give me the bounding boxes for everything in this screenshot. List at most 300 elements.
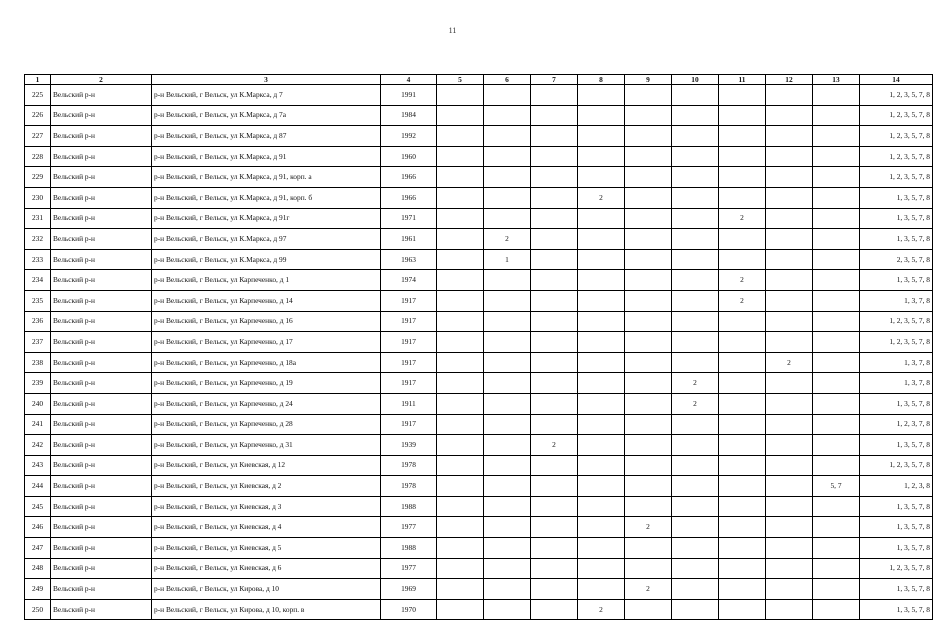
- table-row: [25, 167, 933, 188]
- column-header-10: 10: [672, 75, 719, 85]
- year-cell: 1978: [381, 476, 437, 497]
- col10-cell: [672, 249, 719, 270]
- row-number-cell: 227: [25, 126, 51, 147]
- district-cell: Вельский р-н: [51, 496, 152, 517]
- col10-cell: [672, 352, 719, 373]
- col8-cell: [578, 105, 625, 126]
- table-header-row: [25, 75, 933, 85]
- col14-cell: 1, 2, 3, 5, 7, 8: [860, 167, 933, 188]
- table-row: [25, 476, 933, 497]
- col13-cell: [813, 249, 860, 270]
- col7-cell: [531, 85, 578, 106]
- column-header-8: 8: [578, 75, 625, 85]
- col8-cell: 2: [578, 599, 625, 620]
- year-cell: 1917: [381, 332, 437, 353]
- col7-cell: [531, 476, 578, 497]
- col12-cell: [766, 105, 813, 126]
- address-cell: р-н Вельский, г Вельск, ул К.Маркса, д 91: [152, 146, 381, 167]
- row-number-cell: 230: [25, 187, 51, 208]
- address-cell: р-н Вельский, г Вельск, ул К.Маркса, д 91, корп. а: [152, 167, 381, 188]
- col12-cell: [766, 579, 813, 600]
- row-number-cell: 238: [25, 352, 51, 373]
- col6-cell: [484, 517, 531, 538]
- col12-cell: 2: [766, 352, 813, 373]
- col14-cell: 1, 3, 5, 7, 8: [860, 208, 933, 229]
- col11-cell: [719, 352, 766, 373]
- col13-cell: [813, 558, 860, 579]
- column-header-6: 6: [484, 75, 531, 85]
- table-row: [25, 393, 933, 414]
- district-cell: Вельский р-н: [51, 105, 152, 126]
- address-cell: р-н Вельский, г Вельск, ул Кирова, д 10, корп. в: [152, 599, 381, 620]
- col9-cell: [625, 187, 672, 208]
- col6-cell: 2: [484, 229, 531, 250]
- col7-cell: [531, 270, 578, 291]
- row-number-cell: 240: [25, 393, 51, 414]
- col10-cell: [672, 187, 719, 208]
- col10-cell: [672, 126, 719, 147]
- district-cell: Вельский р-н: [51, 352, 152, 373]
- col7-cell: [531, 393, 578, 414]
- col13-cell: [813, 579, 860, 600]
- col10-cell: [672, 332, 719, 353]
- row-number-cell: 244: [25, 476, 51, 497]
- col10-cell: [672, 579, 719, 600]
- col6-cell: [484, 85, 531, 106]
- col5-cell: [437, 146, 484, 167]
- district-cell: Вельский р-н: [51, 126, 152, 147]
- year-cell: 1969: [381, 579, 437, 600]
- address-cell: р-н Вельский, г Вельск, ул К.Маркса, д 91г: [152, 208, 381, 229]
- col7-cell: [531, 579, 578, 600]
- col12-cell: [766, 126, 813, 147]
- col6-cell: [484, 187, 531, 208]
- col6-cell: [484, 146, 531, 167]
- col9-cell: [625, 538, 672, 559]
- col11-cell: [719, 393, 766, 414]
- col6-cell: [484, 167, 531, 188]
- table-row: [25, 414, 933, 435]
- col14-cell: 1, 3, 5, 7, 8: [860, 599, 933, 620]
- col8-cell: [578, 290, 625, 311]
- district-cell: Вельский р-н: [51, 558, 152, 579]
- row-number-cell: 245: [25, 496, 51, 517]
- table-row: [25, 496, 933, 517]
- year-cell: 1992: [381, 126, 437, 147]
- col5-cell: [437, 538, 484, 559]
- col7-cell: [531, 126, 578, 147]
- year-cell: 1970: [381, 599, 437, 620]
- col12-cell: [766, 167, 813, 188]
- col10-cell: 2: [672, 393, 719, 414]
- column-header-1: 1: [25, 75, 51, 85]
- table-row: [25, 579, 933, 600]
- district-cell: Вельский р-н: [51, 538, 152, 559]
- column-header-7: 7: [531, 75, 578, 85]
- col13-cell: [813, 435, 860, 456]
- address-cell: р-н Вельский, г Вельск, ул Киевская, д 6: [152, 558, 381, 579]
- district-cell: Вельский р-н: [51, 167, 152, 188]
- col12-cell: [766, 270, 813, 291]
- col8-cell: [578, 332, 625, 353]
- col5-cell: [437, 373, 484, 394]
- col11-cell: [719, 579, 766, 600]
- col5-cell: [437, 599, 484, 620]
- col14-cell: 1, 2, 3, 5, 7, 8: [860, 558, 933, 579]
- table-row: [25, 435, 933, 456]
- col5-cell: [437, 311, 484, 332]
- table-row: [25, 311, 933, 332]
- col11-cell: [719, 538, 766, 559]
- col10-cell: [672, 270, 719, 291]
- col6-cell: [484, 126, 531, 147]
- col8-cell: [578, 393, 625, 414]
- col6-cell: [484, 332, 531, 353]
- col5-cell: [437, 229, 484, 250]
- col9-cell: [625, 105, 672, 126]
- col12-cell: [766, 290, 813, 311]
- col7-cell: [531, 496, 578, 517]
- col10-cell: [672, 538, 719, 559]
- col8-cell: [578, 311, 625, 332]
- col9-cell: [625, 85, 672, 106]
- row-number-cell: 249: [25, 579, 51, 600]
- col12-cell: [766, 208, 813, 229]
- district-cell: Вельский р-н: [51, 517, 152, 538]
- address-cell: р-н Вельский, г Вельск, ул Карпеченко, д 18а: [152, 352, 381, 373]
- col12-cell: [766, 455, 813, 476]
- col5-cell: [437, 352, 484, 373]
- register-table: [24, 74, 933, 620]
- table-row: [25, 599, 933, 620]
- address-cell: р-н Вельский, г Вельск, ул К.Маркса, д 7а: [152, 105, 381, 126]
- col5-cell: [437, 208, 484, 229]
- table-row: [25, 85, 933, 106]
- row-number-cell: 231: [25, 208, 51, 229]
- district-cell: Вельский р-н: [51, 579, 152, 600]
- year-cell: 1917: [381, 414, 437, 435]
- col6-cell: [484, 538, 531, 559]
- col12-cell: [766, 393, 813, 414]
- address-cell: р-н Вельский, г Вельск, ул Карпеченко, д 19: [152, 373, 381, 394]
- col11-cell: [719, 558, 766, 579]
- col6-cell: [484, 579, 531, 600]
- address-cell: р-н Вельский, г Вельск, ул К.Маркса, д 87: [152, 126, 381, 147]
- col10-cell: [672, 414, 719, 435]
- table-row: [25, 373, 933, 394]
- col6-cell: [484, 311, 531, 332]
- col7-cell: [531, 229, 578, 250]
- col5-cell: [437, 126, 484, 147]
- col14-cell: 1, 2, 3, 7, 8: [860, 414, 933, 435]
- col9-cell: [625, 229, 672, 250]
- col7-cell: [531, 558, 578, 579]
- col12-cell: [766, 476, 813, 497]
- col14-cell: 1, 2, 3, 5, 7, 8: [860, 332, 933, 353]
- page-number: 11: [448, 26, 457, 35]
- address-cell: р-н Вельский, г Вельск, ул Киевская, д 3: [152, 496, 381, 517]
- col11-cell: [719, 476, 766, 497]
- row-number-cell: 242: [25, 435, 51, 456]
- col12-cell: [766, 435, 813, 456]
- col11-cell: 2: [719, 290, 766, 311]
- row-number-cell: 239: [25, 373, 51, 394]
- col14-cell: 1, 2, 3, 5, 7, 8: [860, 126, 933, 147]
- table-row: [25, 229, 933, 250]
- col5-cell: [437, 579, 484, 600]
- col6-cell: [484, 435, 531, 456]
- year-cell: 1977: [381, 517, 437, 538]
- district-cell: Вельский р-н: [51, 476, 152, 497]
- col8-cell: [578, 435, 625, 456]
- column-header-2: 2: [51, 75, 152, 85]
- col13-cell: [813, 373, 860, 394]
- col13-cell: [813, 126, 860, 147]
- col8-cell: 2: [578, 187, 625, 208]
- col10-cell: [672, 558, 719, 579]
- row-number-cell: 241: [25, 414, 51, 435]
- col13-cell: [813, 290, 860, 311]
- col9-cell: [625, 352, 672, 373]
- col5-cell: [437, 249, 484, 270]
- col14-cell: 1, 3, 5, 7, 8: [860, 435, 933, 456]
- col13-cell: [813, 167, 860, 188]
- col8-cell: [578, 352, 625, 373]
- year-cell: 1963: [381, 249, 437, 270]
- table-row: [25, 270, 933, 291]
- district-cell: Вельский р-н: [51, 85, 152, 106]
- col11-cell: [719, 126, 766, 147]
- year-cell: 1917: [381, 373, 437, 394]
- row-number-cell: 232: [25, 229, 51, 250]
- row-number-cell: 250: [25, 599, 51, 620]
- address-cell: р-н Вельский, г Вельск, ул Карпеченко, д 14: [152, 290, 381, 311]
- table-row: [25, 290, 933, 311]
- col13-cell: [813, 538, 860, 559]
- col7-cell: [531, 538, 578, 559]
- district-cell: Вельский р-н: [51, 249, 152, 270]
- col11-cell: [719, 414, 766, 435]
- col7-cell: [531, 311, 578, 332]
- col7-cell: [531, 332, 578, 353]
- col6-cell: [484, 558, 531, 579]
- col12-cell: [766, 599, 813, 620]
- col11-cell: [719, 167, 766, 188]
- col9-cell: [625, 599, 672, 620]
- col13-cell: [813, 496, 860, 517]
- col6-cell: [484, 455, 531, 476]
- address-cell: р-н Вельский, г Вельск, ул Карпеченко, д 24: [152, 393, 381, 414]
- col13-cell: [813, 332, 860, 353]
- table-row: [25, 187, 933, 208]
- row-number-cell: 236: [25, 311, 51, 332]
- col6-cell: [484, 496, 531, 517]
- col14-cell: 1, 2, 3, 5, 7, 8: [860, 455, 933, 476]
- column-header-12: 12: [766, 75, 813, 85]
- col5-cell: [437, 290, 484, 311]
- col14-cell: 1, 2, 3, 5, 7, 8: [860, 311, 933, 332]
- col11-cell: [719, 311, 766, 332]
- col10-cell: [672, 599, 719, 620]
- col5-cell: [437, 105, 484, 126]
- col11-cell: [719, 599, 766, 620]
- col13-cell: [813, 229, 860, 250]
- col14-cell: 1, 2, 3, 8: [860, 476, 933, 497]
- col11-cell: [719, 517, 766, 538]
- row-number-cell: 233: [25, 249, 51, 270]
- column-header-9: 9: [625, 75, 672, 85]
- column-header-3: 3: [152, 75, 381, 85]
- col11-cell: [719, 105, 766, 126]
- col8-cell: [578, 517, 625, 538]
- col8-cell: [578, 455, 625, 476]
- address-cell: р-н Вельский, г Вельск, ул К.Маркса, д 99: [152, 249, 381, 270]
- col8-cell: [578, 229, 625, 250]
- col5-cell: [437, 496, 484, 517]
- column-header-11: 11: [719, 75, 766, 85]
- table-row: [25, 332, 933, 353]
- address-cell: р-н Вельский, г Вельск, ул К.Маркса, д 97: [152, 229, 381, 250]
- col13-cell: [813, 455, 860, 476]
- col14-cell: 1, 2, 3, 5, 7, 8: [860, 85, 933, 106]
- col7-cell: [531, 187, 578, 208]
- col6-cell: [484, 290, 531, 311]
- col14-cell: 1, 3, 7, 8: [860, 373, 933, 394]
- col13-cell: [813, 393, 860, 414]
- col5-cell: [437, 517, 484, 538]
- col9-cell: [625, 558, 672, 579]
- col14-cell: 1, 3, 5, 7, 8: [860, 517, 933, 538]
- col5-cell: [437, 393, 484, 414]
- col5-cell: [437, 558, 484, 579]
- col11-cell: [719, 455, 766, 476]
- column-header-5: 5: [437, 75, 484, 85]
- col8-cell: [578, 579, 625, 600]
- col13-cell: [813, 517, 860, 538]
- year-cell: 1974: [381, 270, 437, 291]
- col10-cell: [672, 517, 719, 538]
- table-row: [25, 146, 933, 167]
- col7-cell: [531, 373, 578, 394]
- col8-cell: [578, 496, 625, 517]
- col6-cell: [484, 270, 531, 291]
- col14-cell: 1, 2, 3, 5, 7, 8: [860, 105, 933, 126]
- col5-cell: [437, 435, 484, 456]
- row-number-cell: 229: [25, 167, 51, 188]
- col9-cell: [625, 393, 672, 414]
- col7-cell: [531, 167, 578, 188]
- col9-cell: [625, 249, 672, 270]
- table-row: [25, 558, 933, 579]
- col14-cell: 1, 3, 5, 7, 8: [860, 579, 933, 600]
- col6-cell: 1: [484, 249, 531, 270]
- col13-cell: [813, 352, 860, 373]
- district-cell: Вельский р-н: [51, 414, 152, 435]
- col6-cell: [484, 393, 531, 414]
- col10-cell: [672, 85, 719, 106]
- col9-cell: [625, 290, 672, 311]
- col14-cell: 1, 3, 7, 8: [860, 290, 933, 311]
- year-cell: 1966: [381, 167, 437, 188]
- year-cell: 1984: [381, 105, 437, 126]
- address-cell: р-н Вельский, г Вельск, ул Кирова, д 10: [152, 579, 381, 600]
- col12-cell: [766, 558, 813, 579]
- year-cell: 1960: [381, 146, 437, 167]
- col11-cell: 2: [719, 208, 766, 229]
- row-number-cell: 226: [25, 105, 51, 126]
- col13-cell: [813, 311, 860, 332]
- col7-cell: [531, 599, 578, 620]
- district-cell: Вельский р-н: [51, 373, 152, 394]
- col11-cell: [719, 332, 766, 353]
- col10-cell: [672, 290, 719, 311]
- col14-cell: 1, 3, 5, 7, 8: [860, 496, 933, 517]
- col10-cell: [672, 496, 719, 517]
- table-row: [25, 455, 933, 476]
- col7-cell: 2: [531, 435, 578, 456]
- address-cell: р-н Вельский, г Вельск, ул Карпеченко, д 1: [152, 270, 381, 291]
- col11-cell: [719, 229, 766, 250]
- col12-cell: [766, 373, 813, 394]
- table-row: [25, 105, 933, 126]
- col6-cell: [484, 414, 531, 435]
- address-cell: р-н Вельский, г Вельск, ул К.Маркса, д 7: [152, 85, 381, 106]
- year-cell: 1939: [381, 435, 437, 456]
- table-row: [25, 208, 933, 229]
- col9-cell: [625, 311, 672, 332]
- col11-cell: [719, 146, 766, 167]
- column-header-13: 13: [813, 75, 860, 85]
- col14-cell: 1, 3, 5, 7, 8: [860, 393, 933, 414]
- district-cell: Вельский р-н: [51, 435, 152, 456]
- col12-cell: [766, 146, 813, 167]
- col13-cell: [813, 414, 860, 435]
- table-row: [25, 249, 933, 270]
- col6-cell: [484, 599, 531, 620]
- table-row: [25, 352, 933, 373]
- col12-cell: [766, 517, 813, 538]
- year-cell: 1917: [381, 352, 437, 373]
- col8-cell: [578, 146, 625, 167]
- col5-cell: [437, 85, 484, 106]
- column-header-4: 4: [381, 75, 437, 85]
- col13-cell: [813, 208, 860, 229]
- col13-cell: [813, 187, 860, 208]
- col13-cell: [813, 599, 860, 620]
- address-cell: р-н Вельский, г Вельск, ул Карпеченко, д 17: [152, 332, 381, 353]
- district-cell: Вельский р-н: [51, 393, 152, 414]
- row-number-cell: 225: [25, 85, 51, 106]
- row-number-cell: 228: [25, 146, 51, 167]
- col14-cell: 1, 3, 5, 7, 8: [860, 538, 933, 559]
- year-cell: 1977: [381, 558, 437, 579]
- col14-cell: 1, 3, 7, 8: [860, 352, 933, 373]
- col14-cell: 1, 3, 5, 7, 8: [860, 270, 933, 291]
- year-cell: 1917: [381, 311, 437, 332]
- col10-cell: [672, 229, 719, 250]
- col12-cell: [766, 538, 813, 559]
- col12-cell: [766, 187, 813, 208]
- address-cell: р-н Вельский, г Вельск, ул Киевская, д 12: [152, 455, 381, 476]
- district-cell: Вельский р-н: [51, 455, 152, 476]
- row-number-cell: 234: [25, 270, 51, 291]
- address-cell: р-н Вельский, г Вельск, ул Киевская, д 2: [152, 476, 381, 497]
- row-number-cell: 243: [25, 455, 51, 476]
- col8-cell: [578, 249, 625, 270]
- column-header-14: 14: [860, 75, 933, 85]
- col7-cell: [531, 517, 578, 538]
- col7-cell: [531, 249, 578, 270]
